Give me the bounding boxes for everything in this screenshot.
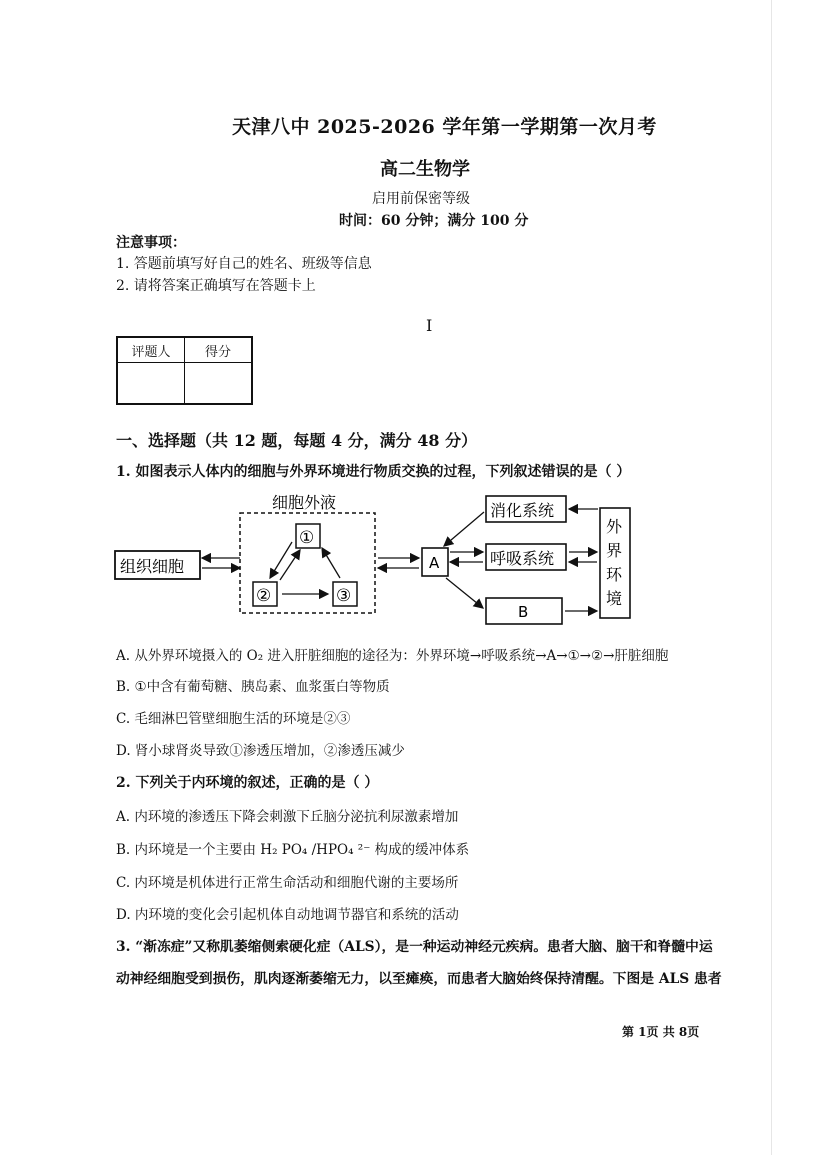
node-1-label: ① [299, 528, 315, 548]
node-a-label: A [429, 554, 440, 572]
q2-option-c: C. 内环境是机体进行正常生命活动和细胞代谢的主要场所 [116, 875, 459, 891]
notes-heading: 注意事项： [116, 235, 186, 251]
outside-char-1: 外 [606, 517, 623, 536]
score-header: 得分 [185, 337, 253, 363]
subject-title: 高二生物学 [380, 159, 470, 180]
score-table [116, 336, 253, 405]
digestive-label: 消化系统 [490, 501, 555, 520]
grader-cell [117, 363, 185, 405]
page-footer: 第 1页 共 8页 [622, 1025, 700, 1039]
node-3-label: ③ [336, 586, 352, 606]
question-1-stem: 1. 如图表示人体内的细胞与外界环境进行物质交换的过程，下列叙述错误的是（ ） [116, 464, 631, 480]
q1-option-a: A. 从外界环境摄入的 O₂ 进入肝脏细胞的途径为：外界环境→呼吸系统→A→①→②→肝脏细胞 [116, 648, 669, 664]
q2-option-a: A. 内环境的渗透压下降会刺激下丘脑分泌抗利尿激素增加 [116, 809, 459, 825]
tissue-cell-label: 组织细胞 [120, 557, 185, 576]
q1-option-d: D. 肾小球肾炎导致①渗透压增加，②渗透压减少 [116, 743, 405, 759]
time-score: 时间：60 分钟；满分 100 分 [339, 213, 529, 229]
respiratory-label: 呼吸系统 [490, 549, 555, 568]
question-3-line-1: 3. “渐冻症”又称肌萎缩侧索硬化症（ALS），是一种运动神经元疾病。患者大脑、脑干和脊髓中运 [116, 939, 713, 955]
q2-option-d: D. 内环境的变化会引起机体自动地调节器官和系统的活动 [116, 907, 459, 923]
q1-option-c: C. 毛细淋巴管壁细胞生活的环境是②③ [116, 711, 351, 727]
outside-char-3: 环 [606, 565, 623, 584]
score-cell [185, 363, 253, 405]
outside-char-2: 界 [606, 541, 623, 560]
note-item-1: 1. 答题前填写好自己的姓名、班级等信息 [116, 256, 372, 272]
secrecy-level: 启用前保密等级 [372, 191, 470, 207]
q2-option-b: B. 内环境是一个主要由 H₂ PO₄ /HPO₄ ²⁻ 构成的缓冲体系 [116, 842, 470, 858]
page-edge [771, 0, 772, 1155]
question-2-stem: 2. 下列关于内环境的叙述，正确的是（ ） [116, 775, 379, 791]
roman-numeral: I [426, 316, 433, 335]
outside-char-4: 境 [606, 589, 623, 608]
question-3-line-2: 动神经细胞受到损伤，肌肉逐渐萎缩无力，以至瘫痪，而患者大脑始终保持清醒。下图是 ALS 患者 [116, 971, 722, 987]
extracellular-label: 细胞外液 [272, 493, 337, 512]
exchange-diagram [110, 486, 640, 626]
note-item-2: 2. 请将答案正确填写在答题卡上 [116, 278, 316, 294]
exam-title: 天津八中 2025-2026 学年第一学期第一次月考 [232, 116, 657, 138]
q1-option-b: B. ①中含有葡萄糖、胰岛素、血浆蛋白等物质 [116, 679, 390, 695]
grader-header: 评题人 [117, 337, 185, 363]
section-heading: 一、选择题（共 12 题，每题 4 分，满分 48 分） [116, 431, 478, 450]
node-2-label: ② [256, 586, 272, 606]
node-b-label: B [518, 603, 529, 621]
